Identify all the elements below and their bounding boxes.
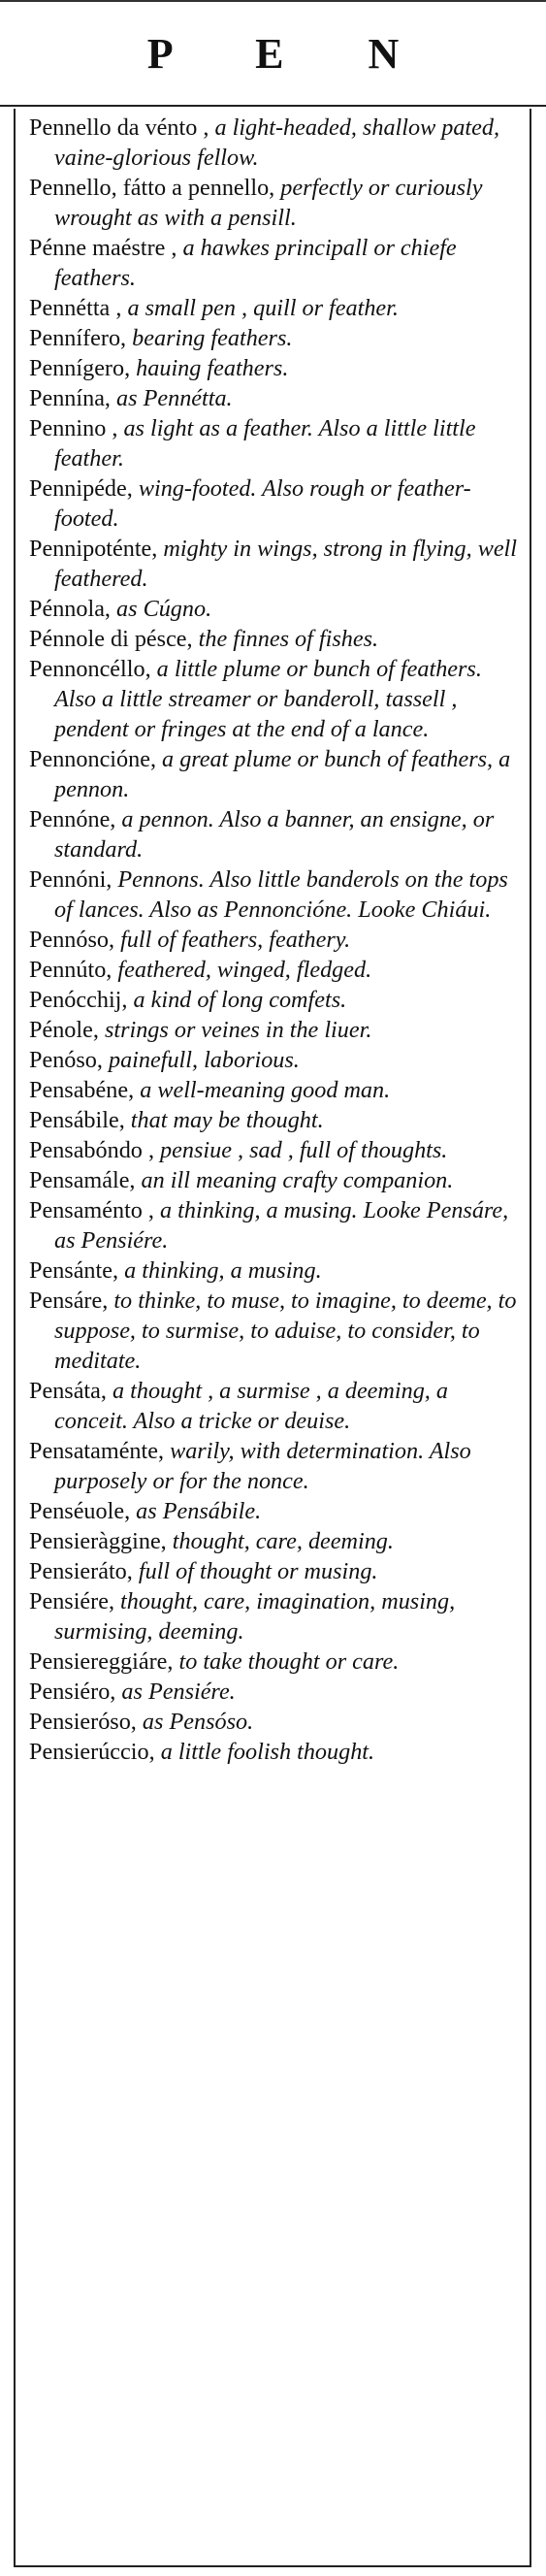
entry-definition: a thinking, a musing. [124,1257,322,1284]
dictionary-entry [29,1436,526,1496]
entry-headword: Pennúto, [29,957,112,983]
dictionary-entry [29,1707,526,1737]
entry-headword: Penséuole, [29,1498,131,1524]
entry-definition: wing-footed. Also rough or feather-footed. [54,475,471,532]
dictionary-entry [29,1586,526,1647]
dictionary-entry [29,624,526,654]
entry-definition: an ill meaning crafty companion. [141,1167,454,1193]
entry-definition: hauing feathers. [136,355,289,381]
dictionary-entry [29,113,526,173]
dictionary-entry [29,1496,526,1526]
entry-headword: Pensieróso, [29,1709,137,1735]
entry-headword: Penócchij, [29,987,128,1013]
dictionary-entry [29,1165,526,1195]
entry-definition: as Pennétta. [116,385,233,411]
entry-headword: Pennígero, [29,355,131,381]
dictionary-entry [29,1195,526,1255]
entry-definition: a little plume or bunch of feathers. Also a little streamer or banderoll, tassell , pendent or fringes at the end of a lance. [54,656,482,742]
dictionary-entry [29,173,526,233]
dictionary-entry [29,1135,526,1165]
dictionary-entry [29,1526,526,1556]
dictionary-entry [29,473,526,534]
entry-headword: Pennóne, [29,806,116,832]
dictionary-entry [29,1105,526,1135]
entry-headword: Pensiére, [29,1588,114,1614]
entry-definition: Pennons. Also little banderols on the tops of lances. Also as Pennoncióne. Looke Chiáui. [54,866,508,923]
entry-definition: as Pensóso. [142,1709,254,1735]
entry-headword: Pensábile, [29,1107,125,1133]
entry-definition: a little foolish thought. [160,1739,375,1765]
entry-headword: Pennoncéllo, [29,656,151,682]
dictionary-entry [29,744,526,804]
entry-headword: Pennóso, [29,927,115,953]
entry-definition: the finnes of fishes. [198,626,379,652]
entry-headword: Pensánte, [29,1257,119,1284]
entry-definition: full of thought or musing. [138,1558,378,1584]
dictionary-entry [29,925,526,955]
entry-headword: Pennipoténte, [29,536,158,562]
dictionary-entry [29,534,526,594]
entry-definition: feathered, winged, fledged. [117,957,372,983]
dictionary-entry [29,804,526,864]
entry-headword: Pensamále, [29,1167,136,1193]
entry-headword: Pennipéde, [29,475,133,502]
dictionary-entry [29,1286,526,1376]
entry-definition: warily, with determination. Also purposely or for the nonce. [54,1438,471,1494]
entry-definition: as Cúgno. [116,596,212,622]
entry-headword: Pennétta , [29,295,122,321]
dictionary-entry [29,1556,526,1586]
entry-definition: as light as a feather. Also a little little feather. [54,415,476,472]
entry-headword: Penóso, [29,1047,103,1073]
entry-headword: Pensierúccio, [29,1739,155,1765]
entry-headword: Pensieràggine, [29,1528,167,1554]
entry-headword: Pennello, fátto a pennello, [29,175,275,201]
entry-headword: Pensáta, [29,1378,107,1404]
dictionary-entry [29,594,526,624]
dictionary-entry [29,383,526,413]
dictionary-entry [29,1737,526,1767]
entry-definition: thought, care, deeming. [172,1528,394,1554]
entry-definition: a kind of long comfets. [133,987,347,1013]
entry-headword: Pensiereggiáre, [29,1648,174,1675]
dictionary-entry [29,985,526,1015]
dictionary-entry [29,1255,526,1286]
entry-definition: pensiue , sad , full of thoughts. [160,1137,448,1163]
header-rule [0,105,546,107]
dictionary-entry [29,1376,526,1436]
entry-headword: Pénne maéstre , [29,235,177,261]
entry-definition: a light-headed, shallow pated, vaine-glorious fellow. [54,114,500,171]
entry-headword: Pennóni, [29,866,112,893]
entry-definition: a well-meaning good man. [140,1077,391,1103]
dictionary-entry [29,293,526,323]
entry-definition: a thinking, a musing. Looke Pensáre, as Pensiére. [54,1197,509,1254]
entry-headword: Pensaménto , [29,1197,154,1223]
page-title: P E N [146,29,436,78]
entry-definition: a great plume or bunch of feathers, a pennon. [54,746,511,802]
entry-definition: full of feathers, feathery. [120,927,351,953]
entry-headword: Pennoncióne, [29,746,156,772]
dictionary-entry [29,1015,526,1045]
entry-headword: Pénnola, [29,596,111,622]
dictionary-entry [29,413,526,473]
entry-list [29,113,526,1767]
entry-headword: Pensabóndo , [29,1137,154,1163]
entry-definition: mighty in wings, strong in flying, well feathered. [54,536,517,592]
entry-definition: thought, care, imagination, musing, surmising, deeming. [54,1588,456,1645]
entry-headword: Pensataménte, [29,1438,165,1464]
entry-headword: Pennello da vénto , [29,114,209,141]
dictionary-entry [29,233,526,293]
entry-headword: Pennína, [29,385,111,411]
dictionary-entry [29,1075,526,1105]
entry-definition: to take thought or care. [178,1648,400,1675]
dictionary-entry [29,1647,526,1677]
dictionary-entry [29,864,526,925]
entry-headword: Pénnole di pésce, [29,626,193,652]
entry-definition: painefull, laborious. [108,1047,300,1073]
dictionary-entry [29,654,526,744]
entry-definition: strings or veines in the liuer. [104,1017,372,1043]
dictionary-entry [29,323,526,353]
page-header [0,2,546,105]
entry-definition: a pennon. Also a banner, an ensigne, or standard. [54,806,495,863]
entry-headword: Pennino , [29,415,118,441]
dictionary-entry [29,1677,526,1707]
entry-definition: as Pensábile. [136,1498,262,1524]
entry-definition: a small pen , quill or feather. [127,295,399,321]
entry-definition: to thinke, to muse, to imagine, to deeme, to suppose, to surmise, to aduise, to consider, to meditate. [54,1288,517,1374]
entry-headword: Pensiéro, [29,1679,116,1705]
entry-definition: a thought , a surmise , a deeming, a conceit. Also a tricke or deuise. [54,1378,448,1434]
dictionary-entry [29,955,526,985]
entry-definition: as Pensiére. [121,1679,236,1705]
entry-definition: that may be thought. [130,1107,324,1133]
entry-headword: Pennífero, [29,325,127,351]
entry-definition: perfectly or curiously wrought as with a pensill. [54,175,483,231]
dictionary-entry [29,353,526,383]
entry-headword: Pénole, [29,1017,99,1043]
entry-definition: bearing feathers. [132,325,293,351]
entry-headword: Pensáre, [29,1288,109,1314]
dictionary-entry [29,1045,526,1075]
entry-definition: a hawkes principall or chiefe feathers. [54,235,457,291]
entry-headword: Pensabéne, [29,1077,135,1103]
entry-headword: Pensieráto, [29,1558,133,1584]
